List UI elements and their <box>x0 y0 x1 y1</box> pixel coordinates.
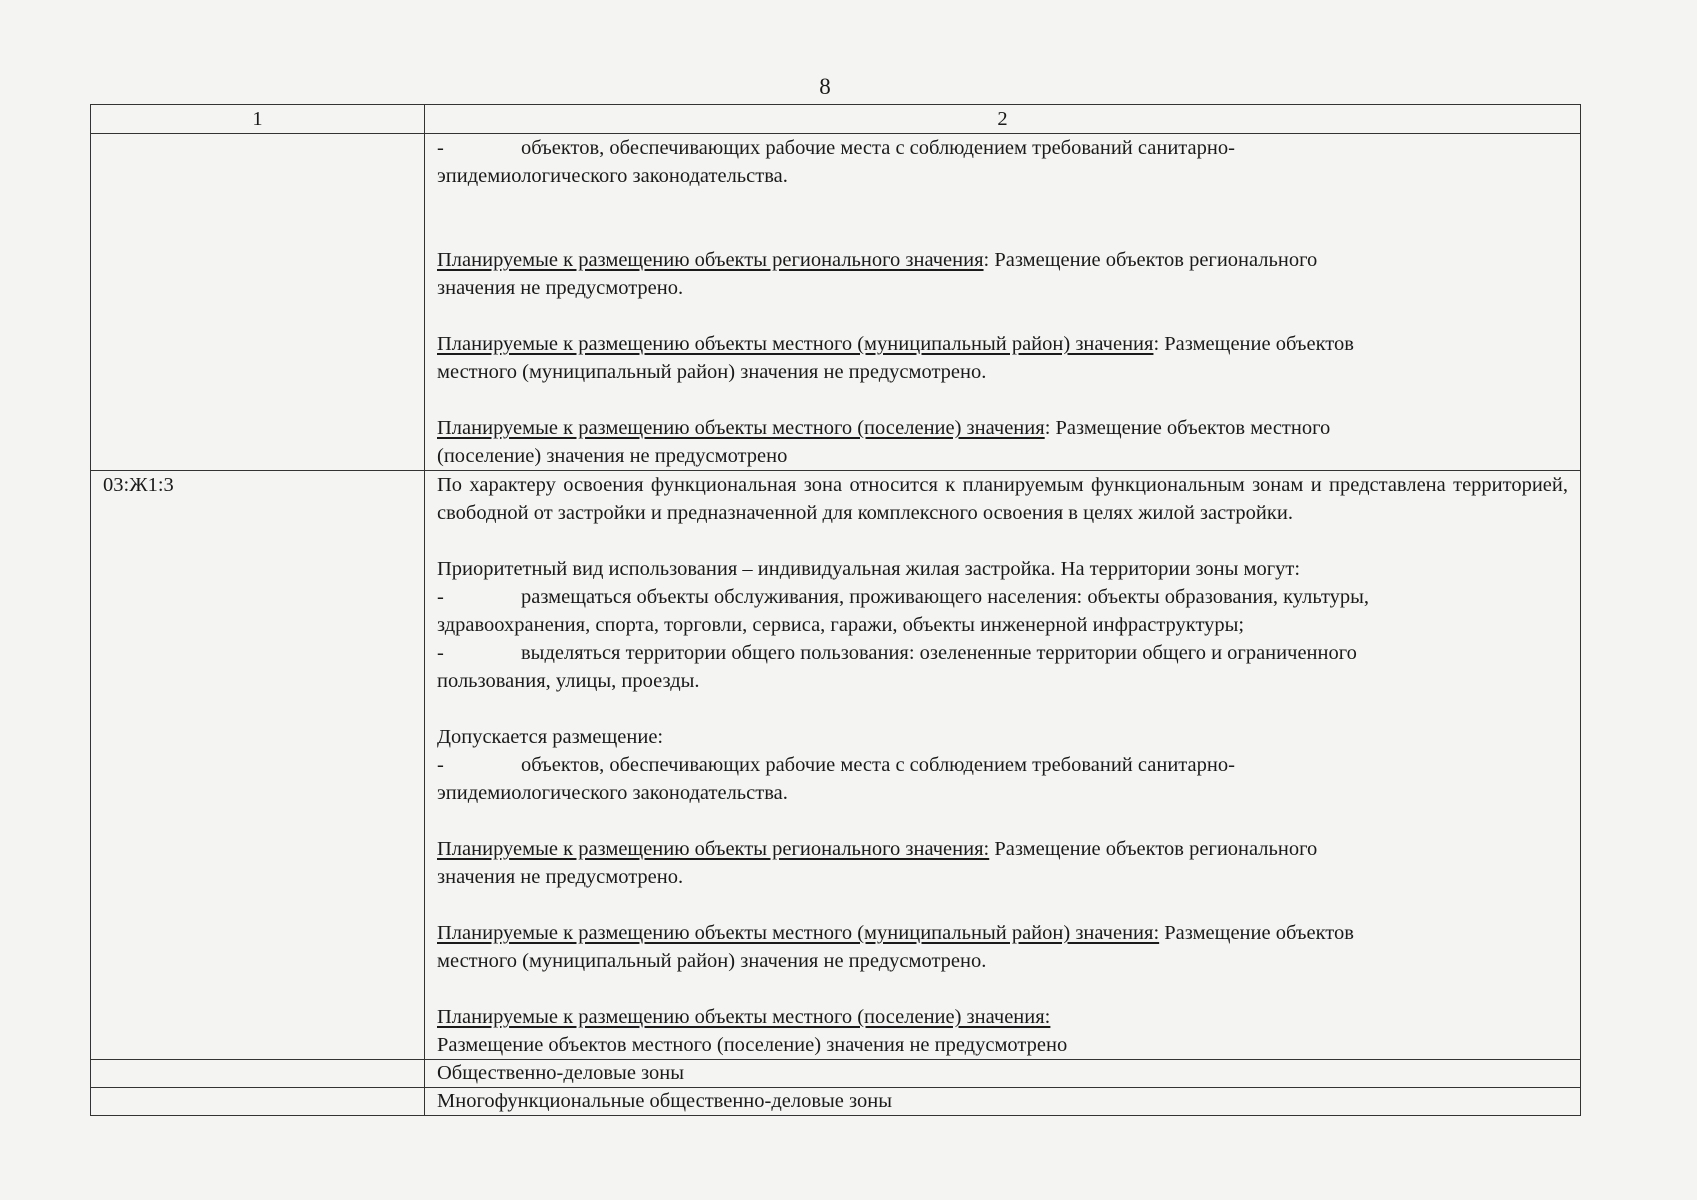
table-row <box>91 134 1581 471</box>
bullet-item: - выделяться территории общего пользования: озелененные территории общего и ограниченного <box>437 639 1568 667</box>
district-objects: Планируемые к размещению объекты местного (муниципальный район) значения: Размещение объектов <box>437 333 1354 355</box>
zone-code-cell <box>91 1088 425 1116</box>
bullet-item: - размещаться объекты обслуживания, проживающего населения: объекты образования, культуры, <box>437 583 1568 611</box>
header-col-2: 2 <box>425 105 1581 134</box>
zone-code-cell <box>91 1060 425 1088</box>
table-header-row <box>91 105 1581 134</box>
regional-objects: Планируемые к размещению объекты регионального значения: Размещение объектов регионального <box>437 249 1318 271</box>
zones-table <box>90 104 1581 1116</box>
settlement-objects-heading: Планируемые к размещению объекты местного (поселение) значения <box>437 417 1045 439</box>
zone-description-cell: - объектов, обеспечивающих рабочие места с соблюдением требований санитарно- эпидемиологического законодательства. Планируемые к размещению объекты регионального значения: Размещение объектов регионального значения не предусмотрено. Планируемые к размещению объекты местного (муниципальный район) значения: Размещение объектов местного (муниципальный район) значения не предусмотрено. Планируемые к размещению объекты местного (поселение) значения: Размещение объектов местного (поселение) значения не предусмотрено <box>425 134 1581 471</box>
regional-objects-heading: Планируемые к размещению объекты регионального значения <box>437 249 984 271</box>
district-objects-heading: Планируемые к размещению объекты местного (муниципальный район) значения <box>437 333 1154 355</box>
bullet-item: - объектов, обеспечивающих рабочие места с соблюдением требований санитарно- <box>437 134 1568 162</box>
bullet-item: - объектов, обеспечивающих рабочие места с соблюдением требований санитарно- <box>437 751 1568 779</box>
district-objects: Планируемые к размещению объекты местного (муниципальный район) значения: Размещение объектов <box>437 922 1354 944</box>
zone-description-cell: По характеру освоения функциональная зона относится к планируемым функциональным зонам и представлена территорией, свободной от застройки и предназначенной для комплексного освоения в целях жилой застройки. Приоритетный вид использования – индивидуальная жилая застройка. На территории зоны могут: - размещаться объекты обслуживания, проживающего населения: объекты образования, культуры, здравоохранения, спорта, торговли, сервиса, гаражи, объекты инженерной инфраструктуры; - выделяться территории общего пользования: озелененные территории общего и ограниченного пользования, улицы, проезды. Допускается размещение: - объектов, обеспечивающих рабочие места с соблюдением требований санитарно- эпидемиологического законодательства. Планируемые к размещению объекты регионального значения: Размещение объектов регионального значения не предусмотрено. Планируемые к размещению объекты местного (муниципальный район) значения: Размещение объектов местного (муниципальный район) значения не предусмотрено. Планируемые к размещению объекты местного (поселение) значения: Размещение объектов местного (поселение) значения не предусмотрено <box>425 471 1581 1060</box>
bullet-dash: - <box>437 137 444 159</box>
zone-code-cell <box>91 134 425 471</box>
priority-use: Приоритетный вид использования – индивидуальная жилая застройка. На территории зоны могут: <box>437 558 1301 580</box>
bullet-dash: - <box>437 642 444 664</box>
page-number: 8 <box>819 74 831 99</box>
bullet-dash: - <box>437 754 444 776</box>
table-row <box>91 471 1581 1060</box>
zone-category-cell: Общественно-деловые зоны <box>425 1060 1581 1088</box>
settlement-objects <box>437 1003 1568 1031</box>
district-objects-heading: Планируемые к размещению объекты местного (муниципальный район) значения: <box>437 922 1160 944</box>
bullet-item-continued: эпидемиологического законодательства. <box>437 165 788 187</box>
allowed-placement: Допускается размещение: <box>437 726 664 748</box>
zone-code-cell: 03:Ж1:3 <box>91 471 425 1060</box>
settlement-objects: Планируемые к размещению объекты местного (поселение) значения: Размещение объектов местного <box>437 417 1331 439</box>
regional-objects: Планируемые к размещению объекты регионального значения: Размещение объектов регионального <box>437 838 1318 860</box>
header-col-1: 1 <box>91 105 425 134</box>
zone-intro: По характеру освоения функциональная зона относится к планируемым функциональным зонам и представлена территорией, свободной от застройки и предназначенной для комплексного освоения в целях жилой застройки. <box>437 474 1568 524</box>
regional-objects-heading: Планируемые к размещению объекты регионального значения: <box>437 838 990 860</box>
table-row <box>91 1060 1581 1088</box>
table-row <box>91 1088 1581 1116</box>
bullet-dash: - <box>437 586 444 608</box>
settlement-objects-heading: Планируемые к размещению объекты местного (поселение) значения: <box>437 1006 1051 1028</box>
zone-category-cell: Многофункциональные общественно-деловые зоны <box>425 1088 1581 1116</box>
